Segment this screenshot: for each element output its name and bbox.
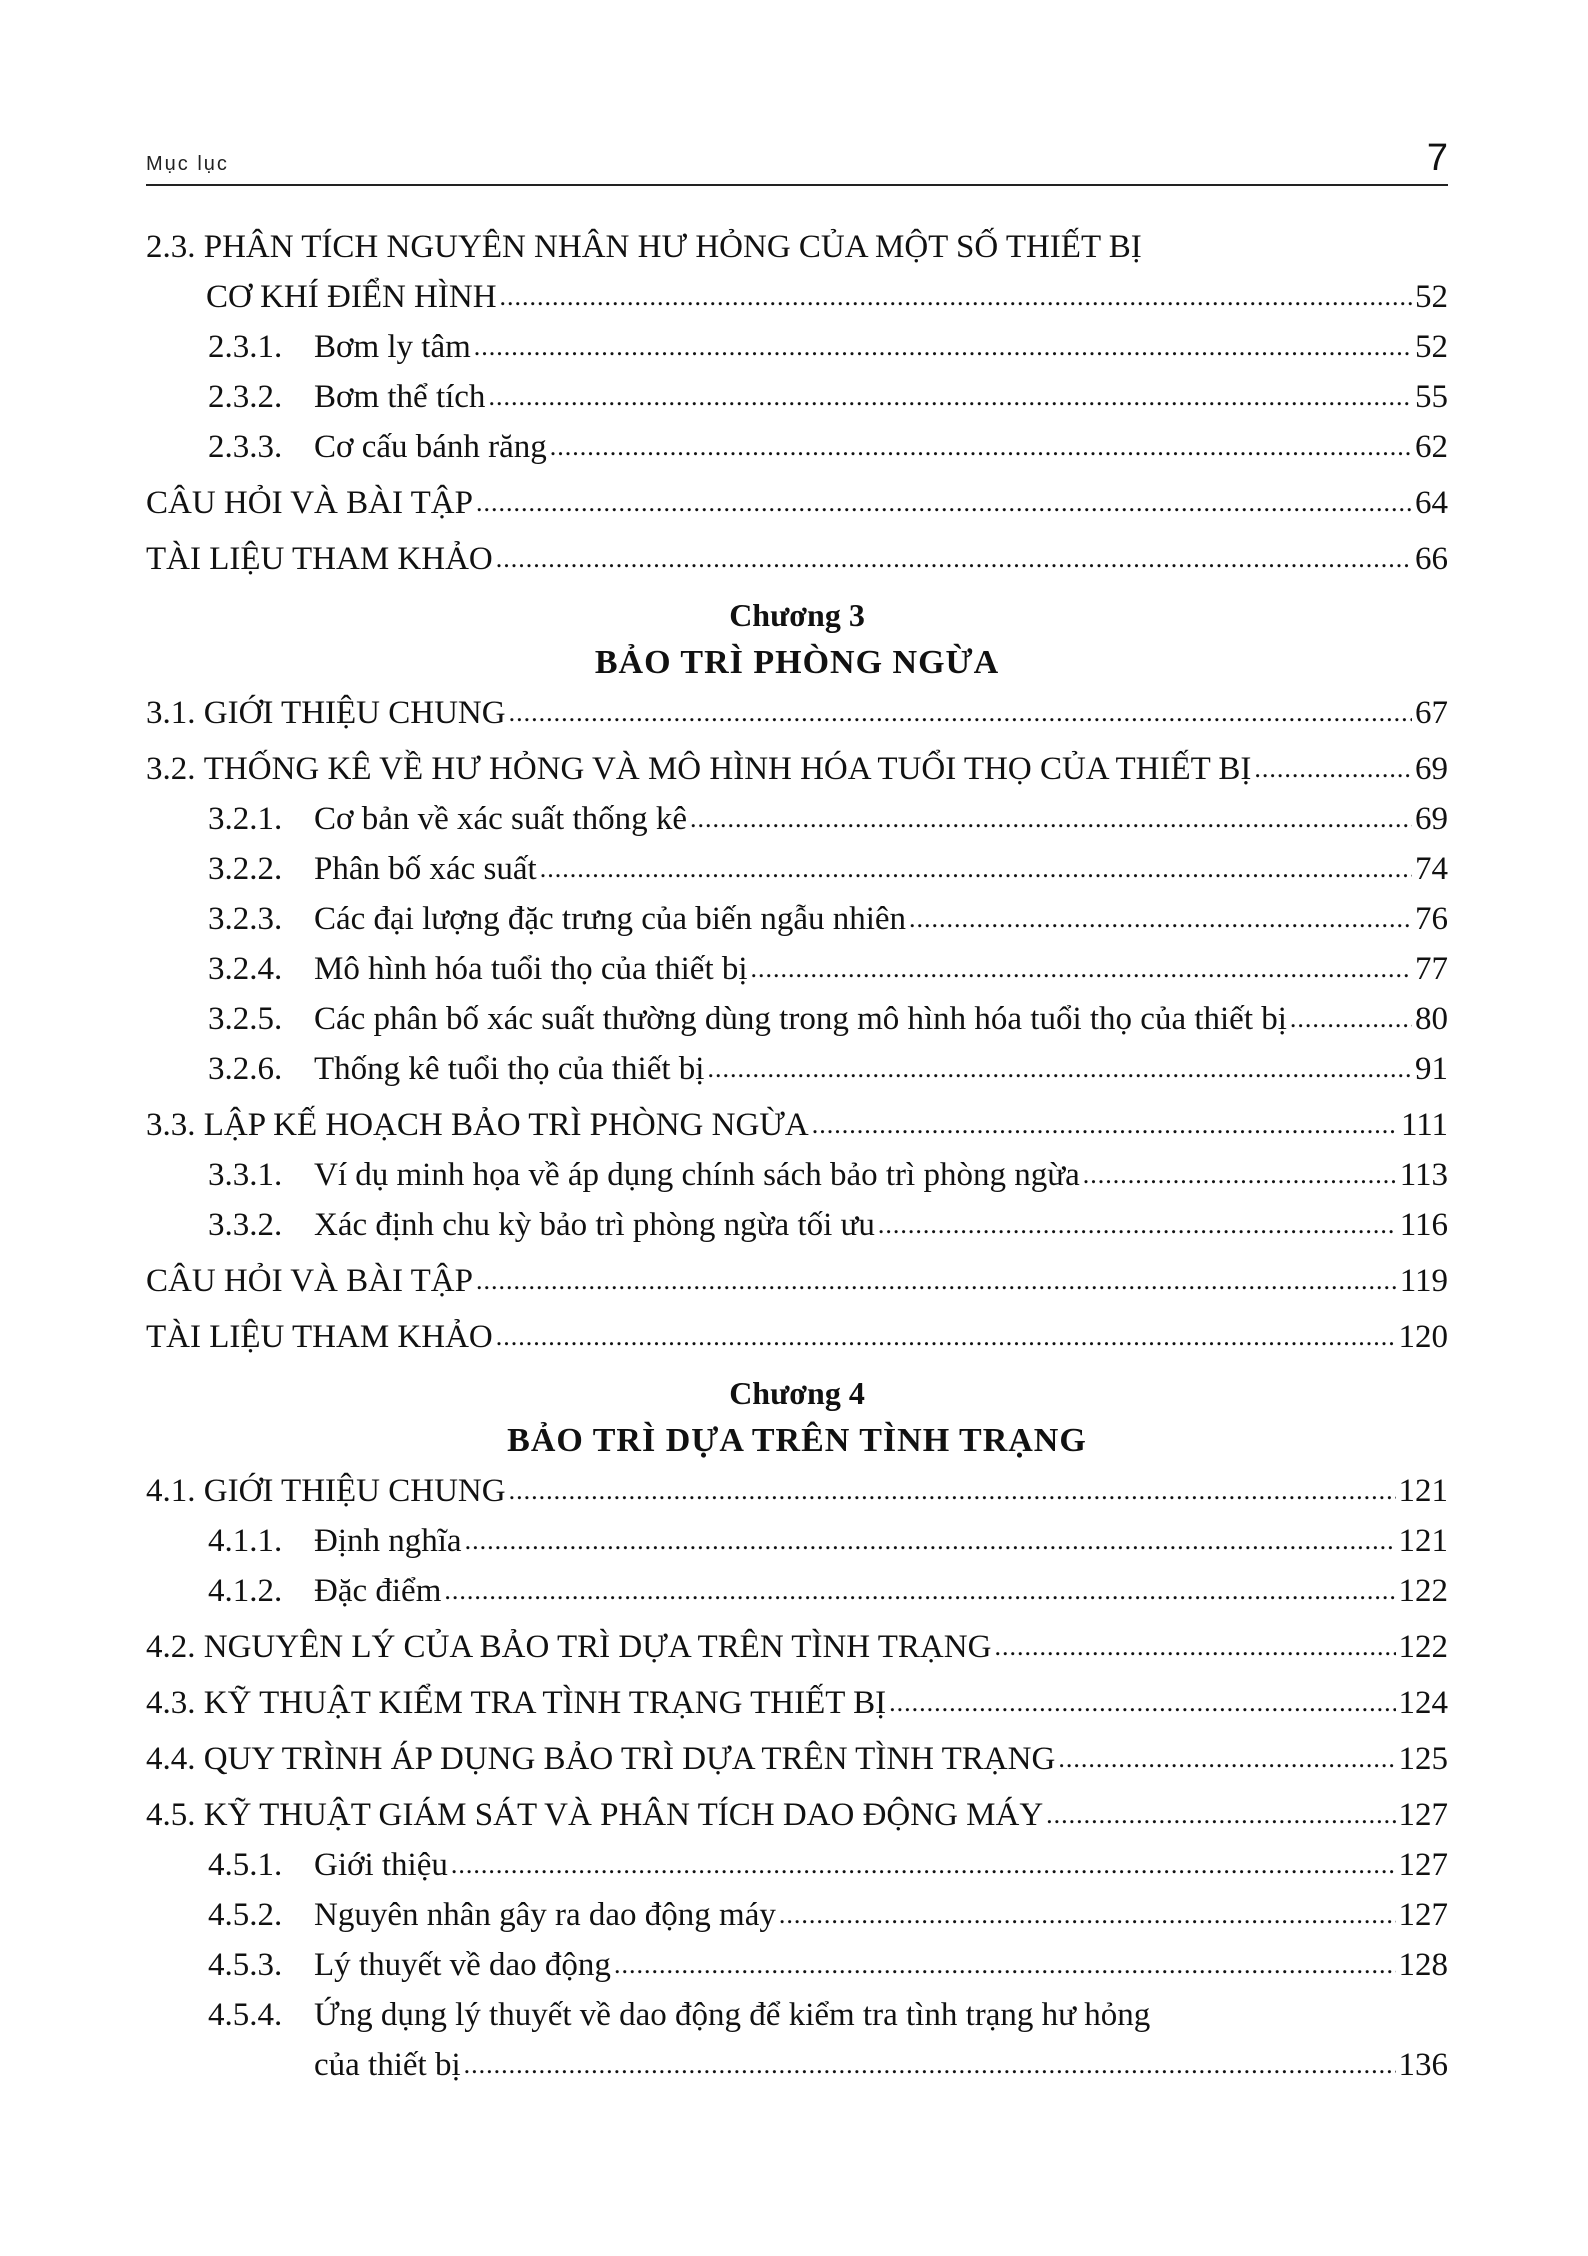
dot-leader [540,842,1412,894]
entry-page: 125 [1398,1741,1448,1777]
entry-number: 4.5.2. [208,1897,283,1933]
entry-page: 121 [1398,1523,1448,1559]
toc-entry-4-5-1[interactable] [146,1840,1448,1890]
entry-page: 52 [1415,329,1448,365]
entry-number: 2.3. [146,229,196,265]
dot-leader [994,1620,1395,1672]
entry-page: 66 [1415,541,1448,577]
toc-entry-4-4[interactable] [146,1734,1448,1784]
dot-leader [1083,1148,1397,1200]
entry-title: Lý thuyết về dao động [314,1947,611,1983]
toc-entry-questions-3[interactable] [146,1256,1448,1306]
toc-entry-3-2-1[interactable] [146,794,1448,844]
entry-number: 3.1. [146,695,196,731]
entry-title: Các phân bố xác suất thường dùng trong mô hình hóa tuổi thọ của thiết bị [314,1001,1287,1037]
toc-entry-references-2[interactable] [146,534,1448,584]
entry-number: 3.2.6. [208,1051,283,1087]
entry-number: 4.5.4. [208,1997,283,2033]
chapter-label: Chương 3 [729,597,865,633]
entry-page: 52 [1415,279,1448,315]
entry-title: Các đại lượng đặc trưng của biến ngẫu nhiên [314,901,907,937]
entry-number: 2.3.3. [208,429,283,465]
entry-page: 127 [1398,1847,1448,1883]
entry-title: THỐNG KÊ VỀ HƯ HỎNG VÀ MÔ HÌNH HÓA TUỔI THỌ CỦA THIẾT BỊ [203,751,1252,787]
dot-leader [451,1838,1396,1890]
toc-entry-4-1[interactable] [146,1466,1448,1516]
entry-title: Phân bố xác suất [314,851,537,887]
entry-number: 3.2. [146,751,196,787]
dot-leader [500,270,1412,322]
entry-title: PHÂN TÍCH NGUYÊN NHÂN HƯ HỎNG CỦA MỘT SỐ THIẾT BỊ [203,229,1142,265]
entry-number: 4.5.3. [208,1947,283,1983]
entry-number: 3.3. [146,1107,196,1143]
toc-entry-3-2[interactable] [146,744,1448,794]
entry-page: 113 [1399,1157,1448,1193]
entry-page: 136 [1398,2047,1448,2083]
entry-title-cont: của thiết bị [314,2047,461,2083]
dot-leader [690,792,1412,844]
dot-leader [464,2038,1396,2090]
chapter-4-heading [146,1370,1448,1466]
entry-number: 3.2.3. [208,901,283,937]
dot-leader [812,1098,1398,1150]
chapter-title: BẢO TRÌ PHÒNG NGỪA [594,644,1000,681]
entry-title: Giới thiệu [314,1847,448,1883]
running-title: Mục lục [146,153,229,175]
dot-leader [488,370,1412,422]
entry-title: Thống kê tuổi thọ của thiết bị [314,1051,705,1087]
dot-leader [496,1310,1396,1362]
toc-entry-3-3-1[interactable] [146,1150,1448,1200]
entry-number: 4.3. [146,1685,196,1721]
dot-leader [474,320,1412,372]
dot-leader [476,1254,1397,1306]
toc-entry-3-2-3[interactable] [146,894,1448,944]
toc-entry-2-3-1[interactable] [146,322,1448,372]
toc-entry-4-1-1[interactable] [146,1516,1448,1566]
entry-title: Bơm thể tích [314,379,486,415]
entry-page: 64 [1415,485,1448,521]
entry-title: Nguyên nhân gây ra dao động máy [314,1897,776,1933]
entry-page: 116 [1399,1207,1448,1243]
entry-title: CÂU HỎI VÀ BÀI TẬP [146,485,473,521]
entry-title: Cơ bản về xác suất thống kê [314,801,688,837]
toc-entry-4-5-4[interactable] [146,1990,1448,2090]
entry-page: 62 [1415,429,1448,465]
entry-title-cont: CƠ KHÍ ĐIỂN HÌNH [206,279,497,315]
dot-leader [614,1938,1396,1990]
entry-title: CÂU HỎI VÀ BÀI TẬP [146,1263,473,1299]
entry-title: Bơm ly tâm [314,329,471,365]
entry-page: 91 [1415,1051,1448,1087]
entry-title: Đặc điểm [314,1573,442,1609]
entry-title: KỸ THUẬT GIÁM SÁT VÀ PHÂN TÍCH DAO ĐỘNG MÁY [203,1797,1044,1833]
entry-title: QUY TRÌNH ÁP DỤNG BẢO TRÌ DỰA TRÊN TÌNH TRẠNG [203,1741,1056,1777]
chapter-label: Chương 4 [729,1375,865,1411]
toc-entry-4-5-3[interactable] [146,1940,1448,1990]
dot-leader [1046,1788,1395,1840]
entry-title: TÀI LIỆU THAM KHẢO [146,1319,493,1355]
entry-page: 69 [1415,751,1448,787]
dot-leader [496,532,1412,584]
toc-entry-4-1-2[interactable] [146,1566,1448,1616]
dot-leader [550,420,1412,472]
entry-page: 128 [1398,1947,1448,1983]
entry-title: GIỚI THIỆU CHUNG [203,695,506,731]
toc-entry-4-3[interactable] [146,1678,1448,1728]
toc-entry-3-2-6[interactable] [146,1044,1448,1094]
entry-page: 67 [1415,695,1448,731]
entry-title: Ví dụ minh họa về áp dụng chính sách bảo trì phòng ngừa [314,1157,1080,1193]
dot-leader [509,686,1412,738]
entry-number: 4.2. [146,1629,196,1665]
dot-leader [1290,992,1412,1044]
entry-page: 127 [1398,1897,1448,1933]
entry-title: Xác định chu kỳ bảo trì phòng ngừa tối ưu [314,1207,875,1243]
entry-page: 111 [1400,1107,1448,1143]
entry-number: 3.2.5. [208,1001,283,1037]
entry-number: 3.2.4. [208,951,283,987]
dot-leader [707,1042,1412,1094]
page-header [146,132,1448,186]
toc-entry-2-3-2[interactable] [146,372,1448,422]
entry-number: 3.3.2. [208,1207,283,1243]
dot-leader [751,942,1412,994]
entry-page: 121 [1398,1473,1448,1509]
entry-number: 3.2.2. [208,851,283,887]
toc-entry-3-3[interactable] [146,1100,1448,1150]
entry-number: 4.1.1. [208,1523,283,1559]
dot-leader [476,476,1412,528]
table-of-contents [146,222,1448,2090]
entry-page: 120 [1398,1319,1448,1355]
dot-leader [889,1676,1395,1728]
chapter-title: BẢO TRÌ DỰA TRÊN TÌNH TRẠNG [507,1422,1087,1459]
entry-number: 4.5.1. [208,1847,283,1883]
entry-page: 69 [1415,801,1448,837]
entry-number: 2.3.1. [208,329,283,365]
toc-entry-3-2-2[interactable] [146,844,1448,894]
entry-title: KỸ THUẬT KIỂM TRA TÌNH TRẠNG THIẾT BỊ [203,1685,887,1721]
entry-page: 80 [1415,1001,1448,1037]
dot-leader [444,1564,1395,1616]
entry-page: 119 [1399,1263,1448,1299]
toc-entry-2-3-3[interactable] [146,422,1448,472]
entry-page: 76 [1415,901,1448,937]
toc-entry-4-5[interactable] [146,1790,1448,1840]
entry-title: Ứng dụng lý thuyết về dao động để kiểm tra tình trạng hư hỏng [314,1997,1151,2033]
entry-number: 3.3.1. [208,1157,283,1193]
toc-entry-3-3-2[interactable] [146,1200,1448,1250]
entry-page: 122 [1398,1629,1448,1665]
dot-leader [465,1514,1396,1566]
chapter-3-heading [146,592,1448,688]
entry-title: TÀI LIỆU THAM KHẢO [146,541,493,577]
entry-page: 124 [1398,1685,1448,1721]
dot-leader [878,1198,1397,1250]
dot-leader [909,892,1412,944]
toc-entry-3-2-5[interactable] [146,994,1448,1044]
dot-leader [779,1888,1396,1940]
entry-title: Mô hình hóa tuổi thọ của thiết bị [314,951,748,987]
entry-title: Định nghĩa [314,1523,462,1559]
toc-entry-3-1[interactable] [146,688,1448,738]
toc-entry-4-2[interactable] [146,1622,1448,1672]
entry-page: 122 [1398,1573,1448,1609]
entry-page: 77 [1415,951,1448,987]
page-number: 7 [1426,137,1448,179]
toc-entry-references-3[interactable] [146,1312,1448,1362]
entry-number: 4.4. [146,1741,196,1777]
toc-entry-4-5-2[interactable] [146,1890,1448,1940]
entry-page: 74 [1415,851,1448,887]
entry-title: GIỚI THIỆU CHUNG [203,1473,506,1509]
entry-number: 4.1. [146,1473,196,1509]
entry-title: Cơ cấu bánh răng [314,429,547,465]
toc-entry-questions-2[interactable] [146,478,1448,528]
dot-leader [1058,1732,1395,1784]
dot-leader [509,1464,1396,1516]
entry-title: LẬP KẾ HOẠCH BẢO TRÌ PHÒNG NGỪA [203,1107,809,1143]
entry-page: 127 [1398,1797,1448,1833]
entry-number: 3.2.1. [208,801,283,837]
toc-entry-3-2-4[interactable] [146,944,1448,994]
entry-title: NGUYÊN LÝ CỦA BẢO TRÌ DỰA TRÊN TÌNH TRẠNG [203,1629,992,1665]
dot-leader [1254,742,1412,794]
entry-page: 55 [1415,379,1448,415]
entry-number: 4.5. [146,1797,196,1833]
toc-entry-2-3[interactable] [146,222,1448,322]
entry-number: 2.3.2. [208,379,283,415]
entry-number: 4.1.2. [208,1573,283,1609]
